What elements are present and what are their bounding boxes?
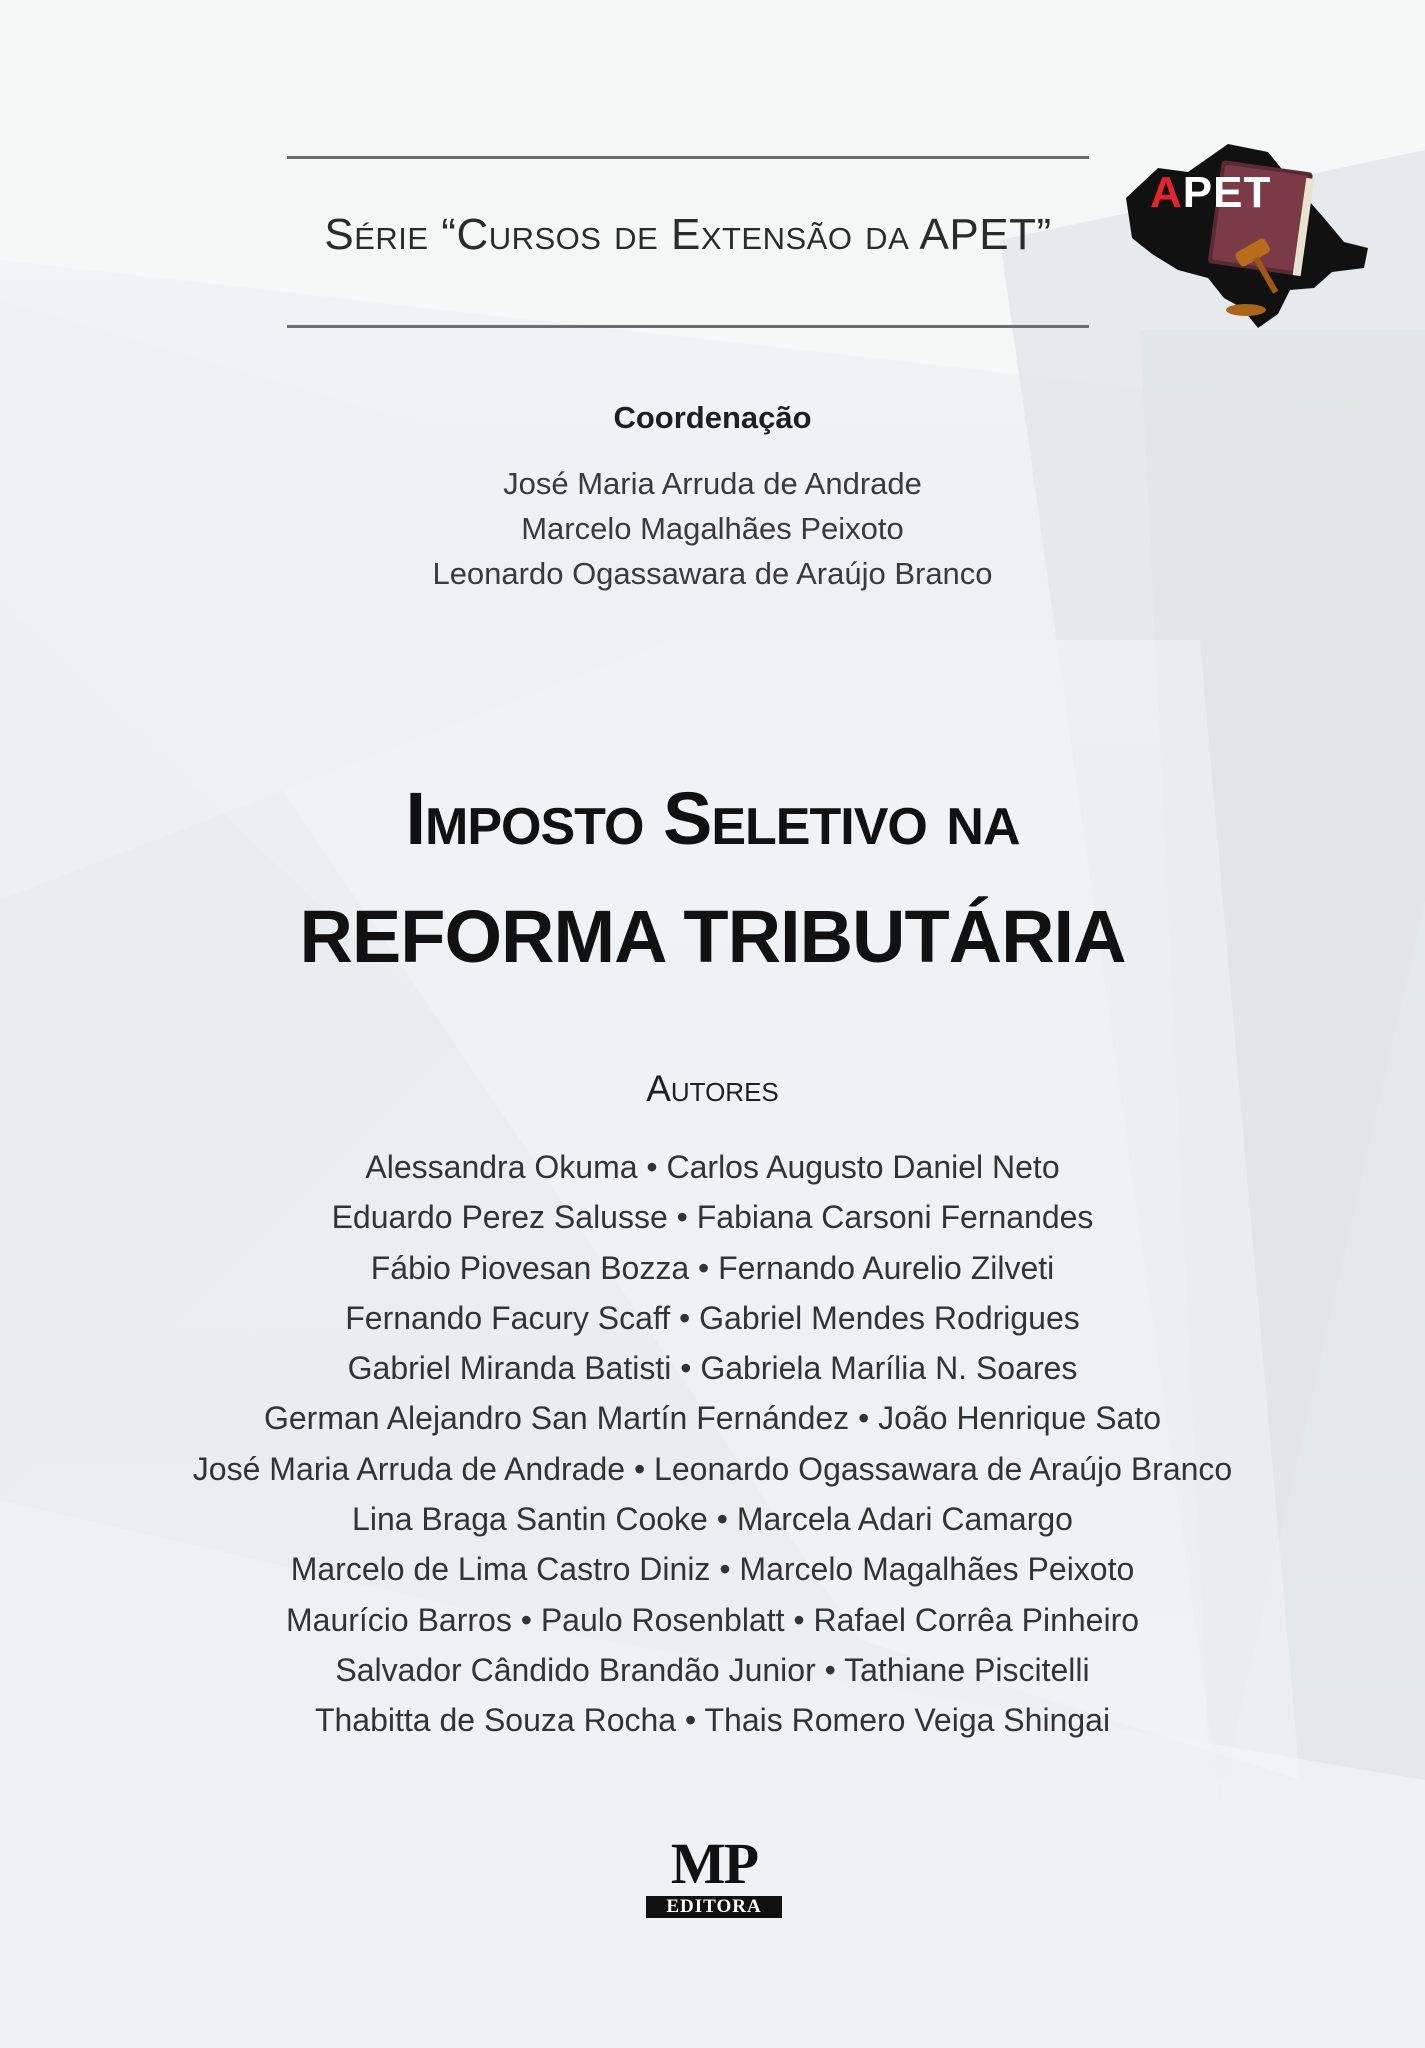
apet-logo-rest: PET [1182,168,1272,217]
top-rule [287,156,1089,159]
apet-logo-accent: A [1150,168,1183,217]
authors-line: Gabriel Miranda Batisti • Gabriela Marília N. Soares [347,1350,1078,1387]
publisher-logo-name: EDITORA [646,1896,782,1918]
authors-line: Eduardo Perez Salusse • Fabiana Carsoni Fernandes [331,1199,1094,1236]
authors-line: Thabitta de Souza Rocha • Thais Romero Veiga Shingai [314,1702,1111,1739]
apet-logo-icon [1118,138,1374,330]
coordinator-name: Leonardo Ogassawara de Araújo Branco [432,556,993,591]
authors-line: Fernando Facury Scaff • Gabriel Mendes Rodrigues [345,1299,1080,1336]
book-title-line2: REFORMA TRIBUTÁRIA [299,895,1126,978]
apet-logo-text [1150,168,1271,218]
coordinator-name: José Maria Arruda de Andrade [503,466,922,501]
series-title: Série “Cursos de Extensão da APET” [324,210,1052,259]
coordinator-name: Marcelo Magalhães Peixoto [521,511,904,546]
book-title [0,760,1425,996]
authors-list [0,1142,1425,1746]
coordination-list [0,461,1425,596]
bottom-rule [287,325,1089,328]
authors-line: Maurício Barros • Paulo Rosenblatt • Rafael Corrêa Pinheiro [285,1601,1140,1638]
authors-line: Salvador Cândido Brandão Junior • Tathiane Piscitelli [335,1651,1090,1688]
book-title-line1: Imposto Seletivo na [405,777,1020,860]
authors-line: Fábio Piovesan Bozza • Fernando Aurelio Zilveti [370,1249,1055,1286]
authors-line: Alessandra Okuma • Carlos Augusto Daniel Neto [365,1149,1060,1185]
publisher-logo-mark: MP [670,1831,758,1896]
authors-line: German Alejandro San Martín Fernández • João Henrique Sato [263,1400,1162,1437]
authors-line: Marcelo de Lima Castro Diniz • Marcelo Magalhães Peixoto [290,1551,1135,1588]
authors-line: José Maria Arruda de Andrade • Leonardo Ogassawara de Araújo Branco [192,1450,1233,1487]
authors-line: Lina Braga Santin Cooke • Marcela Adari Camargo [352,1501,1073,1538]
authors-heading: Autores [646,1068,779,1109]
coordination-heading: Coordenação [613,400,812,435]
